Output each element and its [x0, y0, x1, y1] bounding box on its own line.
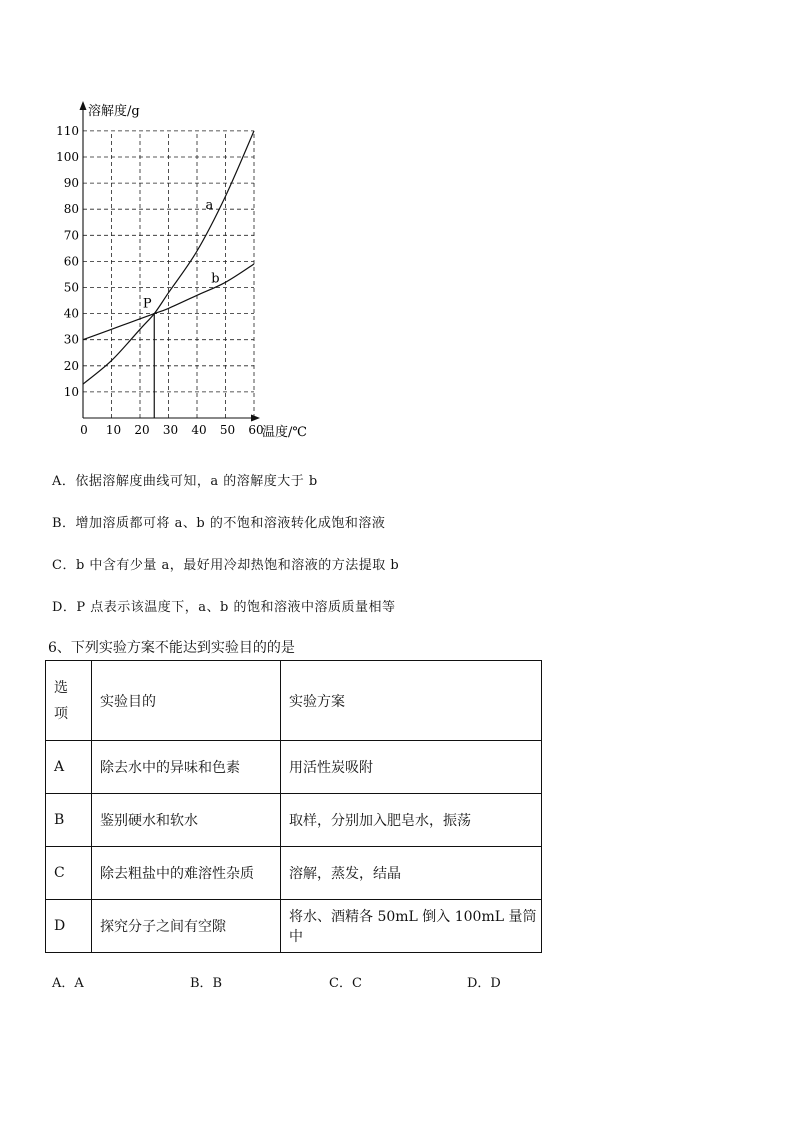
choice-b: B．B [190, 976, 223, 991]
table-row [46, 794, 542, 847]
header-purpose: 实验目的 [92, 661, 281, 741]
row-plan: 溶解，蒸发，结晶 [281, 847, 542, 900]
row-purpose: 除去粗盐中的难溶性杂质 [92, 847, 281, 900]
table-header-row [46, 661, 542, 741]
row-key: D [46, 900, 92, 953]
y-tick-label: 80 [63, 202, 79, 217]
row-purpose: 鉴别硬水和软水 [92, 794, 281, 847]
row-key: A [46, 741, 92, 794]
y-axis-arrow [80, 101, 87, 110]
choice-c: C．C [329, 976, 362, 991]
x-tick-label: 10 [105, 423, 122, 437]
curve-label-b: b [211, 271, 220, 287]
y-tick-label: 20 [63, 358, 79, 373]
chart-grid [83, 131, 254, 418]
row-key: B [46, 794, 92, 847]
table-row [46, 900, 542, 953]
x-axis-label: 温度/℃ [262, 425, 307, 440]
row-key: C [46, 847, 92, 900]
option-a: A．依据溶解度曲线可知，a 的溶解度大于 b [52, 474, 318, 489]
y-tick-label: 110 [56, 123, 79, 138]
row-plan: 将水、酒精各 50mL 倒入 100mL 量筒中 [281, 900, 542, 953]
table-row [46, 847, 542, 900]
curve-label-a: a [205, 198, 214, 214]
y-tick-label: 30 [63, 332, 79, 347]
row-purpose: 除去水中的异味和色素 [92, 741, 281, 794]
y-tick-label: 70 [63, 228, 79, 243]
x-tick-label: 0 [80, 423, 88, 437]
option-b: B．增加溶质都可将 a、b 的不饱和溶液转化成饱和溶液 [52, 516, 386, 531]
y-axis-label: 溶解度/g [88, 104, 140, 119]
x-tick-label: 30 [162, 423, 179, 437]
y-tick-label: 100 [56, 150, 79, 164]
table-row [46, 741, 542, 794]
question-6-title: 6、下列实验方案不能达到实验目的的是 [48, 640, 295, 656]
y-tick-label: 90 [63, 176, 79, 191]
experiment-table [45, 660, 542, 953]
header-option-line1: 选 [54, 679, 68, 696]
x-tick-label: 50 [219, 423, 236, 437]
x-tick-label: 40 [191, 423, 207, 437]
x-tick-label: 20 [134, 423, 150, 437]
y-tick-label: 50 [63, 280, 79, 295]
header-plan: 实验方案 [281, 661, 542, 741]
point-p-label: P [142, 296, 152, 312]
y-tick-label: 60 [63, 254, 79, 269]
header-option [46, 661, 92, 741]
choice-a: A．A [52, 976, 84, 991]
row-plan: 取样，分别加入肥皂水，振荡 [281, 794, 542, 847]
header-option-line2: 项 [54, 705, 68, 722]
row-purpose: 探究分子之间有空隙 [92, 900, 281, 953]
chart-ticks [56, 124, 264, 437]
option-d: D．P 点表示该温度下，a、b 的饱和溶液中溶质质量相等 [52, 600, 396, 615]
solubility-chart [40, 95, 320, 445]
option-c: C．b 中含有少量 a，最好用冷却热饱和溶液的方法提取 b [52, 558, 400, 573]
y-tick-label: 10 [63, 384, 79, 399]
choice-d: D．D [467, 976, 501, 991]
row-plan: 用活性炭吸附 [281, 741, 542, 794]
x-tick-label: 60 [248, 423, 264, 437]
x-axis-arrow [251, 415, 260, 422]
y-tick-label: 40 [63, 306, 79, 321]
